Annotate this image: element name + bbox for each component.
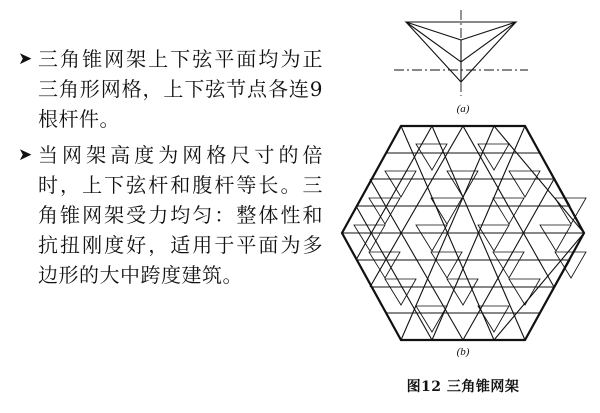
- bullet-item: [18, 140, 323, 290]
- hexagonal-grid-diagram: [338, 122, 588, 344]
- bullet-text: 三角锥网架上下弦平面均为正三角形网格，上下弦节点各连9根杆件。: [38, 47, 323, 131]
- figure-sub-caption-b: (b): [456, 346, 470, 358]
- bullet-arrow-icon: ➤: [18, 145, 33, 165]
- bullet-arrow-icon: ➤: [18, 49, 33, 69]
- bullet-text: 当网架高度为网格尺寸的倍时，上下弦杆和腹杆等长。三角锥网架受力均匀：整体性和抗扭刚度好，适用于平面为多边形的大中跨度建筑。: [38, 143, 323, 287]
- figure-area: [326, 0, 600, 413]
- tetrahedron-unit-diagram: [386, 4, 536, 99]
- text-column: [18, 44, 323, 296]
- figure-title: 图12 三角锥网架: [406, 379, 520, 395]
- figure-sub-caption-a: (a): [456, 103, 470, 115]
- bullet-item: [18, 44, 323, 134]
